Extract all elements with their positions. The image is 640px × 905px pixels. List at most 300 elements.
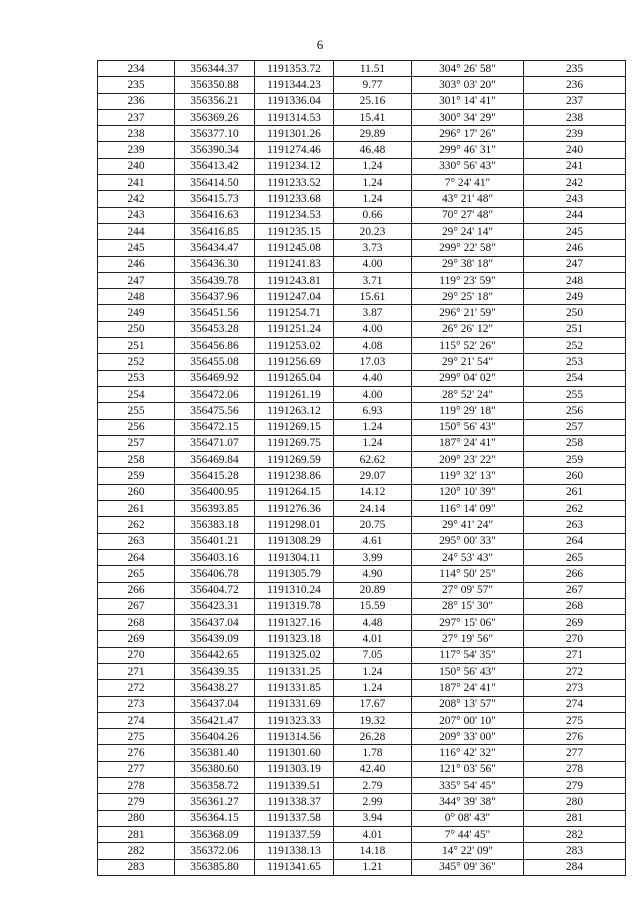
x-coordinate-cell: 356423.31 — [175, 598, 255, 614]
table-row — [98, 663, 626, 679]
point-from-cell: 236 — [98, 93, 175, 109]
table-row — [98, 126, 626, 142]
bearing-cell: 28° 15' 30" — [412, 598, 524, 614]
x-coordinate-cell: 356415.28 — [175, 468, 255, 484]
point-to-cell: 263 — [524, 517, 626, 533]
bearing-cell: 116° 42' 32" — [412, 745, 524, 761]
x-coordinate-cell: 356442.65 — [175, 647, 255, 663]
y-coordinate-cell: 1191269.59 — [255, 452, 334, 468]
bearing-cell: 345° 09' 36" — [412, 859, 524, 875]
table-row — [98, 484, 626, 500]
point-from-cell: 248 — [98, 289, 175, 305]
y-coordinate-cell: 1191337.59 — [255, 826, 334, 842]
y-coordinate-cell: 1191339.51 — [255, 778, 334, 794]
point-to-cell: 274 — [524, 696, 626, 712]
x-coordinate-cell: 356400.95 — [175, 484, 255, 500]
point-from-cell: 277 — [98, 761, 175, 777]
point-from-cell: 235 — [98, 77, 175, 93]
y-coordinate-cell: 1191256.69 — [255, 354, 334, 370]
point-from-cell: 266 — [98, 582, 175, 598]
table-row — [98, 794, 626, 810]
point-to-cell: 282 — [524, 826, 626, 842]
distance-cell: 6.93 — [334, 403, 412, 419]
distance-cell: 2.99 — [334, 794, 412, 810]
table-row — [98, 93, 626, 109]
y-coordinate-cell: 1191301.26 — [255, 126, 334, 142]
point-from-cell: 271 — [98, 663, 175, 679]
table-row — [98, 501, 626, 517]
y-coordinate-cell: 1191241.83 — [255, 256, 334, 272]
x-coordinate-cell: 356369.26 — [175, 109, 255, 125]
table-row — [98, 321, 626, 337]
table-row — [98, 289, 626, 305]
y-coordinate-cell: 1191338.37 — [255, 794, 334, 810]
point-to-cell: 262 — [524, 501, 626, 517]
point-to-cell: 253 — [524, 354, 626, 370]
point-to-cell: 248 — [524, 272, 626, 288]
point-from-cell: 249 — [98, 305, 175, 321]
y-coordinate-cell: 1191261.19 — [255, 386, 334, 402]
table-row — [98, 615, 626, 631]
table-row — [98, 256, 626, 272]
x-coordinate-cell: 356453.28 — [175, 321, 255, 337]
y-coordinate-cell: 1191251.24 — [255, 321, 334, 337]
x-coordinate-cell: 356383.18 — [175, 517, 255, 533]
y-coordinate-cell: 1191331.85 — [255, 680, 334, 696]
table-row — [98, 142, 626, 158]
point-from-cell: 265 — [98, 566, 175, 582]
distance-cell: 4.00 — [334, 386, 412, 402]
bearing-cell: 114° 50' 25" — [412, 566, 524, 582]
point-to-cell: 236 — [524, 77, 626, 93]
x-coordinate-cell: 356438.27 — [175, 680, 255, 696]
distance-cell: 4.40 — [334, 370, 412, 386]
y-coordinate-cell: 1191254.71 — [255, 305, 334, 321]
bearing-cell: 24° 53' 43" — [412, 549, 524, 565]
table-row — [98, 272, 626, 288]
distance-cell: 26.28 — [334, 729, 412, 745]
bearing-cell: 295° 00' 33" — [412, 533, 524, 549]
bearing-cell: 29° 41' 24" — [412, 517, 524, 533]
point-to-cell: 264 — [524, 533, 626, 549]
point-to-cell: 284 — [524, 859, 626, 875]
table-row — [98, 826, 626, 842]
point-to-cell: 250 — [524, 305, 626, 321]
table-row — [98, 158, 626, 174]
bearing-cell: 7° 24' 41" — [412, 175, 524, 191]
point-from-cell: 254 — [98, 386, 175, 402]
bearing-cell: 303° 03' 20" — [412, 77, 524, 93]
point-from-cell: 240 — [98, 158, 175, 174]
point-to-cell: 241 — [524, 158, 626, 174]
point-to-cell: 235 — [524, 61, 626, 77]
distance-cell: 20.75 — [334, 517, 412, 533]
bearing-cell: 299° 22' 58" — [412, 240, 524, 256]
bearing-cell: 70° 27' 48" — [412, 207, 524, 223]
table-body — [98, 61, 626, 876]
point-from-cell: 259 — [98, 468, 175, 484]
distance-cell: 4.08 — [334, 338, 412, 354]
y-coordinate-cell: 1191304.11 — [255, 549, 334, 565]
distance-cell: 24.14 — [334, 501, 412, 517]
point-from-cell: 261 — [98, 501, 175, 517]
x-coordinate-cell: 356356.21 — [175, 93, 255, 109]
distance-cell: 1.24 — [334, 435, 412, 451]
table-row — [98, 468, 626, 484]
point-from-cell: 279 — [98, 794, 175, 810]
point-to-cell: 269 — [524, 615, 626, 631]
x-coordinate-cell: 356451.56 — [175, 305, 255, 321]
distance-cell: 2.79 — [334, 778, 412, 794]
point-from-cell: 260 — [98, 484, 175, 500]
x-coordinate-cell: 356436.30 — [175, 256, 255, 272]
point-from-cell: 264 — [98, 549, 175, 565]
distance-cell: 4.01 — [334, 631, 412, 647]
bearing-cell: 119° 32' 13" — [412, 468, 524, 484]
table-row — [98, 240, 626, 256]
distance-cell: 1.78 — [334, 745, 412, 761]
bearing-cell: 117° 54' 35" — [412, 647, 524, 663]
table-row — [98, 338, 626, 354]
table-row — [98, 435, 626, 451]
distance-cell: 14.18 — [334, 843, 412, 859]
y-coordinate-cell: 1191276.36 — [255, 501, 334, 517]
y-coordinate-cell: 1191234.53 — [255, 207, 334, 223]
point-to-cell: 240 — [524, 142, 626, 158]
table-row — [98, 843, 626, 859]
y-coordinate-cell: 1191323.33 — [255, 712, 334, 728]
distance-cell: 29.07 — [334, 468, 412, 484]
distance-cell: 17.03 — [334, 354, 412, 370]
x-coordinate-cell: 356437.04 — [175, 615, 255, 631]
point-to-cell: 283 — [524, 843, 626, 859]
bearing-cell: 330° 56' 43" — [412, 158, 524, 174]
table-row — [98, 223, 626, 239]
table-row — [98, 778, 626, 794]
point-to-cell: 266 — [524, 566, 626, 582]
point-from-cell: 257 — [98, 435, 175, 451]
table-row — [98, 582, 626, 598]
y-coordinate-cell: 1191327.16 — [255, 615, 334, 631]
point-to-cell: 254 — [524, 370, 626, 386]
point-from-cell: 252 — [98, 354, 175, 370]
point-from-cell: 274 — [98, 712, 175, 728]
distance-cell: 19.32 — [334, 712, 412, 728]
point-to-cell: 260 — [524, 468, 626, 484]
table-row — [98, 712, 626, 728]
distance-cell: 4.00 — [334, 256, 412, 272]
point-to-cell: 267 — [524, 582, 626, 598]
y-coordinate-cell: 1191331.69 — [255, 696, 334, 712]
distance-cell: 4.90 — [334, 566, 412, 582]
x-coordinate-cell: 356439.78 — [175, 272, 255, 288]
bearing-cell: 26° 26' 12" — [412, 321, 524, 337]
distance-cell: 1.24 — [334, 158, 412, 174]
point-from-cell: 237 — [98, 109, 175, 125]
point-from-cell: 262 — [98, 517, 175, 533]
point-to-cell: 278 — [524, 761, 626, 777]
table-row — [98, 354, 626, 370]
x-coordinate-cell: 356406.78 — [175, 566, 255, 582]
y-coordinate-cell: 1191323.18 — [255, 631, 334, 647]
distance-cell: 15.41 — [334, 109, 412, 125]
y-coordinate-cell: 1191344.23 — [255, 77, 334, 93]
y-coordinate-cell: 1191235.15 — [255, 223, 334, 239]
distance-cell: 9.77 — [334, 77, 412, 93]
distance-cell: 7.05 — [334, 647, 412, 663]
x-coordinate-cell: 356393.85 — [175, 501, 255, 517]
bearing-cell: 208° 13' 57" — [412, 696, 524, 712]
point-from-cell: 247 — [98, 272, 175, 288]
distance-cell: 4.00 — [334, 321, 412, 337]
point-from-cell: 256 — [98, 419, 175, 435]
x-coordinate-cell: 356377.10 — [175, 126, 255, 142]
x-coordinate-cell: 356350.88 — [175, 77, 255, 93]
point-to-cell: 280 — [524, 794, 626, 810]
point-to-cell: 270 — [524, 631, 626, 647]
x-coordinate-cell: 356475.56 — [175, 403, 255, 419]
point-from-cell: 238 — [98, 126, 175, 142]
point-from-cell: 276 — [98, 745, 175, 761]
y-coordinate-cell: 1191314.56 — [255, 729, 334, 745]
y-coordinate-cell: 1191338.13 — [255, 843, 334, 859]
bearing-cell: 29° 38' 18" — [412, 256, 524, 272]
point-from-cell: 268 — [98, 615, 175, 631]
x-coordinate-cell: 356404.26 — [175, 729, 255, 745]
x-coordinate-cell: 356404.72 — [175, 582, 255, 598]
x-coordinate-cell: 356372.06 — [175, 843, 255, 859]
x-coordinate-cell: 356434.47 — [175, 240, 255, 256]
y-coordinate-cell: 1191325.02 — [255, 647, 334, 663]
bearing-cell: 29° 24' 14" — [412, 223, 524, 239]
table-row — [98, 566, 626, 582]
distance-cell: 4.01 — [334, 826, 412, 842]
table-row — [98, 452, 626, 468]
x-coordinate-cell: 356358.72 — [175, 778, 255, 794]
y-coordinate-cell: 1191238.86 — [255, 468, 334, 484]
point-to-cell: 281 — [524, 810, 626, 826]
table-row — [98, 696, 626, 712]
distance-cell: 1.24 — [334, 175, 412, 191]
page-number: 6 — [316, 37, 324, 52]
distance-cell: 62.62 — [334, 452, 412, 468]
point-to-cell: 244 — [524, 207, 626, 223]
y-coordinate-cell: 1191308.29 — [255, 533, 334, 549]
distance-cell: 4.48 — [334, 615, 412, 631]
distance-cell: 3.71 — [334, 272, 412, 288]
x-coordinate-cell: 356469.84 — [175, 452, 255, 468]
y-coordinate-cell: 1191314.53 — [255, 109, 334, 125]
distance-cell: 3.73 — [334, 240, 412, 256]
x-coordinate-cell: 356368.09 — [175, 826, 255, 842]
y-coordinate-cell: 1191264.15 — [255, 484, 334, 500]
bearing-cell: 187° 24' 41" — [412, 680, 524, 696]
x-coordinate-cell: 356414.50 — [175, 175, 255, 191]
y-coordinate-cell: 1191301.60 — [255, 745, 334, 761]
x-coordinate-cell: 356416.63 — [175, 207, 255, 223]
x-coordinate-cell: 356380.60 — [175, 761, 255, 777]
point-to-cell: 273 — [524, 680, 626, 696]
point-from-cell: 258 — [98, 452, 175, 468]
bearing-cell: 119° 29' 18" — [412, 403, 524, 419]
table-row — [98, 631, 626, 647]
x-coordinate-cell: 356472.15 — [175, 419, 255, 435]
table-row — [98, 109, 626, 125]
bearing-cell: 29° 21' 54" — [412, 354, 524, 370]
table-row — [98, 61, 626, 77]
y-coordinate-cell: 1191303.19 — [255, 761, 334, 777]
x-coordinate-cell: 356439.35 — [175, 663, 255, 679]
bearing-cell: 299° 04' 02" — [412, 370, 524, 386]
table-row — [98, 77, 626, 93]
distance-cell: 17.67 — [334, 696, 412, 712]
table-row — [98, 419, 626, 435]
y-coordinate-cell: 1191269.15 — [255, 419, 334, 435]
point-to-cell: 255 — [524, 386, 626, 402]
point-from-cell: 244 — [98, 223, 175, 239]
x-coordinate-cell: 356455.08 — [175, 354, 255, 370]
point-to-cell: 268 — [524, 598, 626, 614]
point-from-cell: 281 — [98, 826, 175, 842]
table-row — [98, 859, 626, 875]
y-coordinate-cell: 1191336.04 — [255, 93, 334, 109]
bearing-cell: 344° 39' 38" — [412, 794, 524, 810]
distance-cell: 1.24 — [334, 191, 412, 207]
point-from-cell: 250 — [98, 321, 175, 337]
table-row — [98, 207, 626, 223]
point-to-cell: 251 — [524, 321, 626, 337]
table-row — [98, 810, 626, 826]
bearing-cell: 116° 14' 09" — [412, 501, 524, 517]
point-to-cell: 239 — [524, 126, 626, 142]
point-from-cell: 269 — [98, 631, 175, 647]
bearing-cell: 296° 21' 59" — [412, 305, 524, 321]
distance-cell: 20.89 — [334, 582, 412, 598]
point-from-cell: 241 — [98, 175, 175, 191]
bearing-cell: 296° 17' 26" — [412, 126, 524, 142]
x-coordinate-cell: 356415.73 — [175, 191, 255, 207]
bearing-cell: 301° 14' 41" — [412, 93, 524, 109]
y-coordinate-cell: 1191247.04 — [255, 289, 334, 305]
bearing-cell: 27° 19' 56" — [412, 631, 524, 647]
bearing-cell: 207° 00' 10" — [412, 712, 524, 728]
distance-cell: 14.12 — [334, 484, 412, 500]
y-coordinate-cell: 1191243.81 — [255, 272, 334, 288]
y-coordinate-cell: 1191234.12 — [255, 158, 334, 174]
x-coordinate-cell: 356401.21 — [175, 533, 255, 549]
point-from-cell: 234 — [98, 61, 175, 77]
bearing-cell: 300° 34' 29" — [412, 109, 524, 125]
x-coordinate-cell: 356361.27 — [175, 794, 255, 810]
point-to-cell: 259 — [524, 452, 626, 468]
point-from-cell: 243 — [98, 207, 175, 223]
point-from-cell: 267 — [98, 598, 175, 614]
table-row — [98, 386, 626, 402]
y-coordinate-cell: 1191233.52 — [255, 175, 334, 191]
point-to-cell: 256 — [524, 403, 626, 419]
bearing-cell: 150° 56' 43" — [412, 419, 524, 435]
table-row — [98, 729, 626, 745]
point-to-cell: 276 — [524, 729, 626, 745]
bearing-cell: 209° 33' 00" — [412, 729, 524, 745]
point-to-cell: 243 — [524, 191, 626, 207]
x-coordinate-cell: 356469.92 — [175, 370, 255, 386]
x-coordinate-cell: 356413.42 — [175, 158, 255, 174]
y-coordinate-cell: 1191263.12 — [255, 403, 334, 419]
distance-cell: 3.87 — [334, 305, 412, 321]
point-from-cell: 239 — [98, 142, 175, 158]
y-coordinate-cell: 1191298.01 — [255, 517, 334, 533]
table-row — [98, 517, 626, 533]
point-to-cell: 272 — [524, 663, 626, 679]
distance-cell: 42.40 — [334, 761, 412, 777]
y-coordinate-cell: 1191305.79 — [255, 566, 334, 582]
point-to-cell: 242 — [524, 175, 626, 191]
distance-cell: 11.51 — [334, 61, 412, 77]
bearing-cell: 29° 25' 18" — [412, 289, 524, 305]
point-from-cell: 278 — [98, 778, 175, 794]
x-coordinate-cell: 356416.85 — [175, 223, 255, 239]
table-row — [98, 680, 626, 696]
coordinates-table — [97, 60, 626, 876]
distance-cell: 3.99 — [334, 549, 412, 565]
point-to-cell: 271 — [524, 647, 626, 663]
table-row — [98, 598, 626, 614]
bearing-cell: 14° 22' 09" — [412, 843, 524, 859]
y-coordinate-cell: 1191341.65 — [255, 859, 334, 875]
point-to-cell: 279 — [524, 778, 626, 794]
bearing-cell: 209° 23' 22" — [412, 452, 524, 468]
table-row — [98, 175, 626, 191]
y-coordinate-cell: 1191253.02 — [255, 338, 334, 354]
x-coordinate-cell: 356439.09 — [175, 631, 255, 647]
y-coordinate-cell: 1191274.46 — [255, 142, 334, 158]
point-to-cell: 261 — [524, 484, 626, 500]
point-from-cell: 282 — [98, 843, 175, 859]
y-coordinate-cell: 1191337.58 — [255, 810, 334, 826]
point-from-cell: 242 — [98, 191, 175, 207]
point-to-cell: 245 — [524, 223, 626, 239]
y-coordinate-cell: 1191269.75 — [255, 435, 334, 451]
table-row — [98, 761, 626, 777]
bearing-cell: 299° 46' 31" — [412, 142, 524, 158]
x-coordinate-cell: 356364.15 — [175, 810, 255, 826]
point-to-cell: 249 — [524, 289, 626, 305]
point-to-cell: 257 — [524, 419, 626, 435]
point-from-cell: 272 — [98, 680, 175, 696]
bearing-cell: 119° 23' 59" — [412, 272, 524, 288]
table-row — [98, 403, 626, 419]
point-from-cell: 273 — [98, 696, 175, 712]
table-row — [98, 745, 626, 761]
bearing-cell: 115° 52' 26" — [412, 338, 524, 354]
bearing-cell: 120° 10' 39" — [412, 484, 524, 500]
x-coordinate-cell: 356421.47 — [175, 712, 255, 728]
distance-cell: 20.23 — [334, 223, 412, 239]
point-from-cell: 263 — [98, 533, 175, 549]
x-coordinate-cell: 356403.16 — [175, 549, 255, 565]
distance-cell: 15.59 — [334, 598, 412, 614]
y-coordinate-cell: 1191353.72 — [255, 61, 334, 77]
x-coordinate-cell: 356472.06 — [175, 386, 255, 402]
y-coordinate-cell: 1191319.78 — [255, 598, 334, 614]
table-row — [98, 549, 626, 565]
bearing-cell: 335° 54' 45" — [412, 778, 524, 794]
x-coordinate-cell: 356390.34 — [175, 142, 255, 158]
point-from-cell: 253 — [98, 370, 175, 386]
point-from-cell: 270 — [98, 647, 175, 663]
y-coordinate-cell: 1191331.25 — [255, 663, 334, 679]
